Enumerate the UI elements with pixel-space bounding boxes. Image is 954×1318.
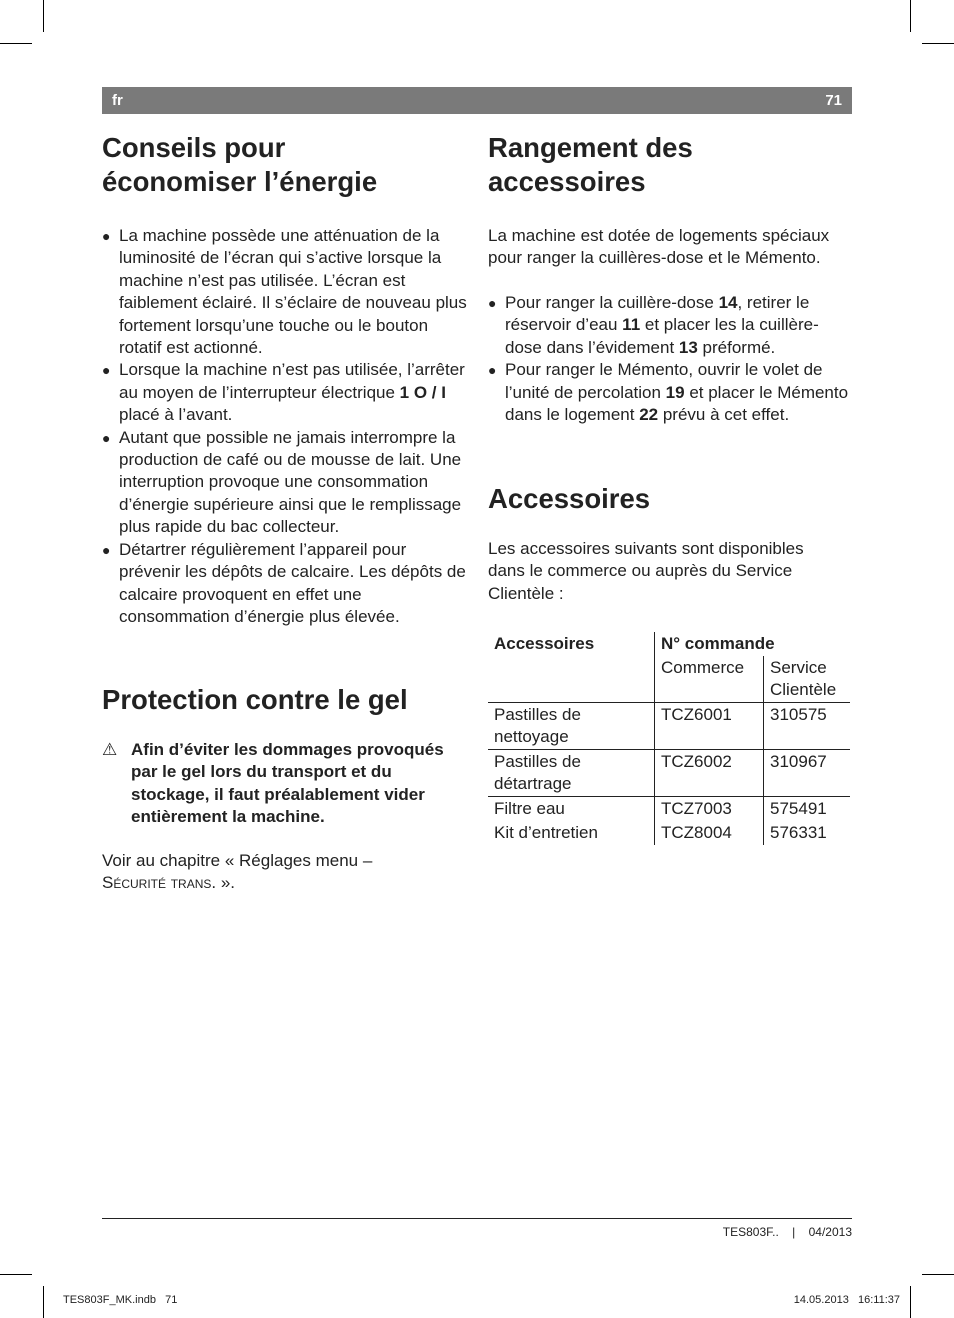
table-row [488,750,850,797]
cell-service: 310575 [764,703,851,750]
frost-see-chapter: Voir au chapitre « Réglages menu – Sécurité trans. ». [102,851,373,893]
table-row [488,821,850,845]
crop-mark [910,1286,911,1318]
frost-warning [102,739,468,829]
table-subheader-row [488,656,850,703]
switch-label: 1 O / I [399,382,446,402]
chapter-reference: Sécurité trans. [102,873,217,893]
language-code: fr [112,92,123,109]
cell-commerce: TCZ6001 [655,703,764,750]
accessories-title: Accessoires [488,483,651,514]
frost-title: Protection contre le gel [102,684,408,715]
bullet-icon: ● [488,362,497,379]
storage-bullet-list [488,292,854,426]
cell-service: 575491 [764,797,851,822]
page-number: 71 [825,92,842,109]
table-header-row [488,632,850,656]
bullet-icon: ● [488,295,497,311]
crop-mark [0,43,32,44]
list-item: ● Détartrer régulièrement l’appareil pour prévenir les dépôts de calcaire. Les dépôts de calcaire provoquent en effet une consommation d’énergie plus élevée. [102,539,466,626]
list-item: ● La machine possède une atténuation de la luminosité de l’écran qui s’active lorsque la machine n’est pas utilisée. L’écran est faiblement éclairé. Il s’éclaire de nouveau plus fortement lorsqu’une touche ou le bouton rotatif est actionné. [102,226,467,358]
energy-title: Conseils pour économiser l’énergie [102,132,378,197]
bullet-icon: ● [102,362,111,379]
crop-mark [922,43,954,44]
cell-service: 576331 [764,821,851,845]
footer-divider [102,1218,852,1219]
storage-title: Rangement des accessoires [488,132,693,197]
column-header-order-number: N° commande [655,632,851,656]
list-item: ● Pour ranger la cuillère-dose 14, retirer le réservoir d’eau 11 et placer les la cuillère-dose dans l’évidement 13 préformé. [488,293,819,357]
table-row [488,703,850,750]
crop-mark [910,0,911,32]
bullet-icon: ● [102,541,111,558]
table-row [488,797,850,822]
column-header-accessories: Accessoires [494,634,595,653]
cell-commerce: TCZ6002 [655,750,764,797]
page-header [102,87,852,114]
column-header-commerce: Commerce [655,656,764,703]
cell-accessory: Pastilles de détartrage [488,750,655,797]
energy-bullet-list [102,225,468,628]
list-item: ● Pour ranger le Mémento, ouvrir le volet de l’unité de percolation 19 et placer le Mémento dans le logement 22 prévu à cet effet. [488,360,849,425]
cell-commerce: TCZ8004 [655,821,764,845]
print-slug-right: 14.05.2013 16:11:37 [793,1294,900,1306]
cell-accessory: Kit d’entretien [494,823,598,842]
cell-service: 310967 [764,750,851,797]
list-item: ● Lorsque la machine n’est pas utilisée, l’arrêter au moyen de l’interrupteur électrique 1 O / I placé à l’avant. [102,360,465,425]
column-header-service: Service Clientèle [764,656,851,703]
warning-text: Afin d’éviter les dommages provoqués par le gel lors du transport et du stockage, il faut préalablement vider entièrement la machine. [131,740,444,827]
accessories-table [488,632,850,845]
print-slug-left: TES803F_MK.indb 71 [63,1294,178,1306]
cell-accessory: Filtre eau [494,799,565,818]
storage-intro: La machine est dotée de logements spéciaux pour ranger la cuillères-dose et le Mémento. [488,226,830,268]
crop-mark [0,1274,32,1275]
list-item: ● Autant que possible ne jamais interrompre la production de café ou de mousse de lait. Une interruption provoque une consommation d’énergie supérieure ainsi que le remplissage plus rapide du bac collecteur. [102,427,462,537]
accessories-intro: Les accessoires suivants sont disponibles dans le commerce ou auprès du Service Clientèle : [488,539,804,603]
bullet-icon: ● [102,228,111,244]
bullet-icon: ● [102,429,111,446]
warning-icon: ⚠ [102,740,118,759]
crop-mark [43,0,44,32]
footer-model-date: TES803F.. | 04/2013 [722,1225,852,1239]
cell-commerce: TCZ7003 [655,797,764,822]
crop-mark [922,1274,954,1275]
crop-mark [43,1286,44,1318]
cell-accessory: Pastilles de nettoyage [488,703,655,750]
